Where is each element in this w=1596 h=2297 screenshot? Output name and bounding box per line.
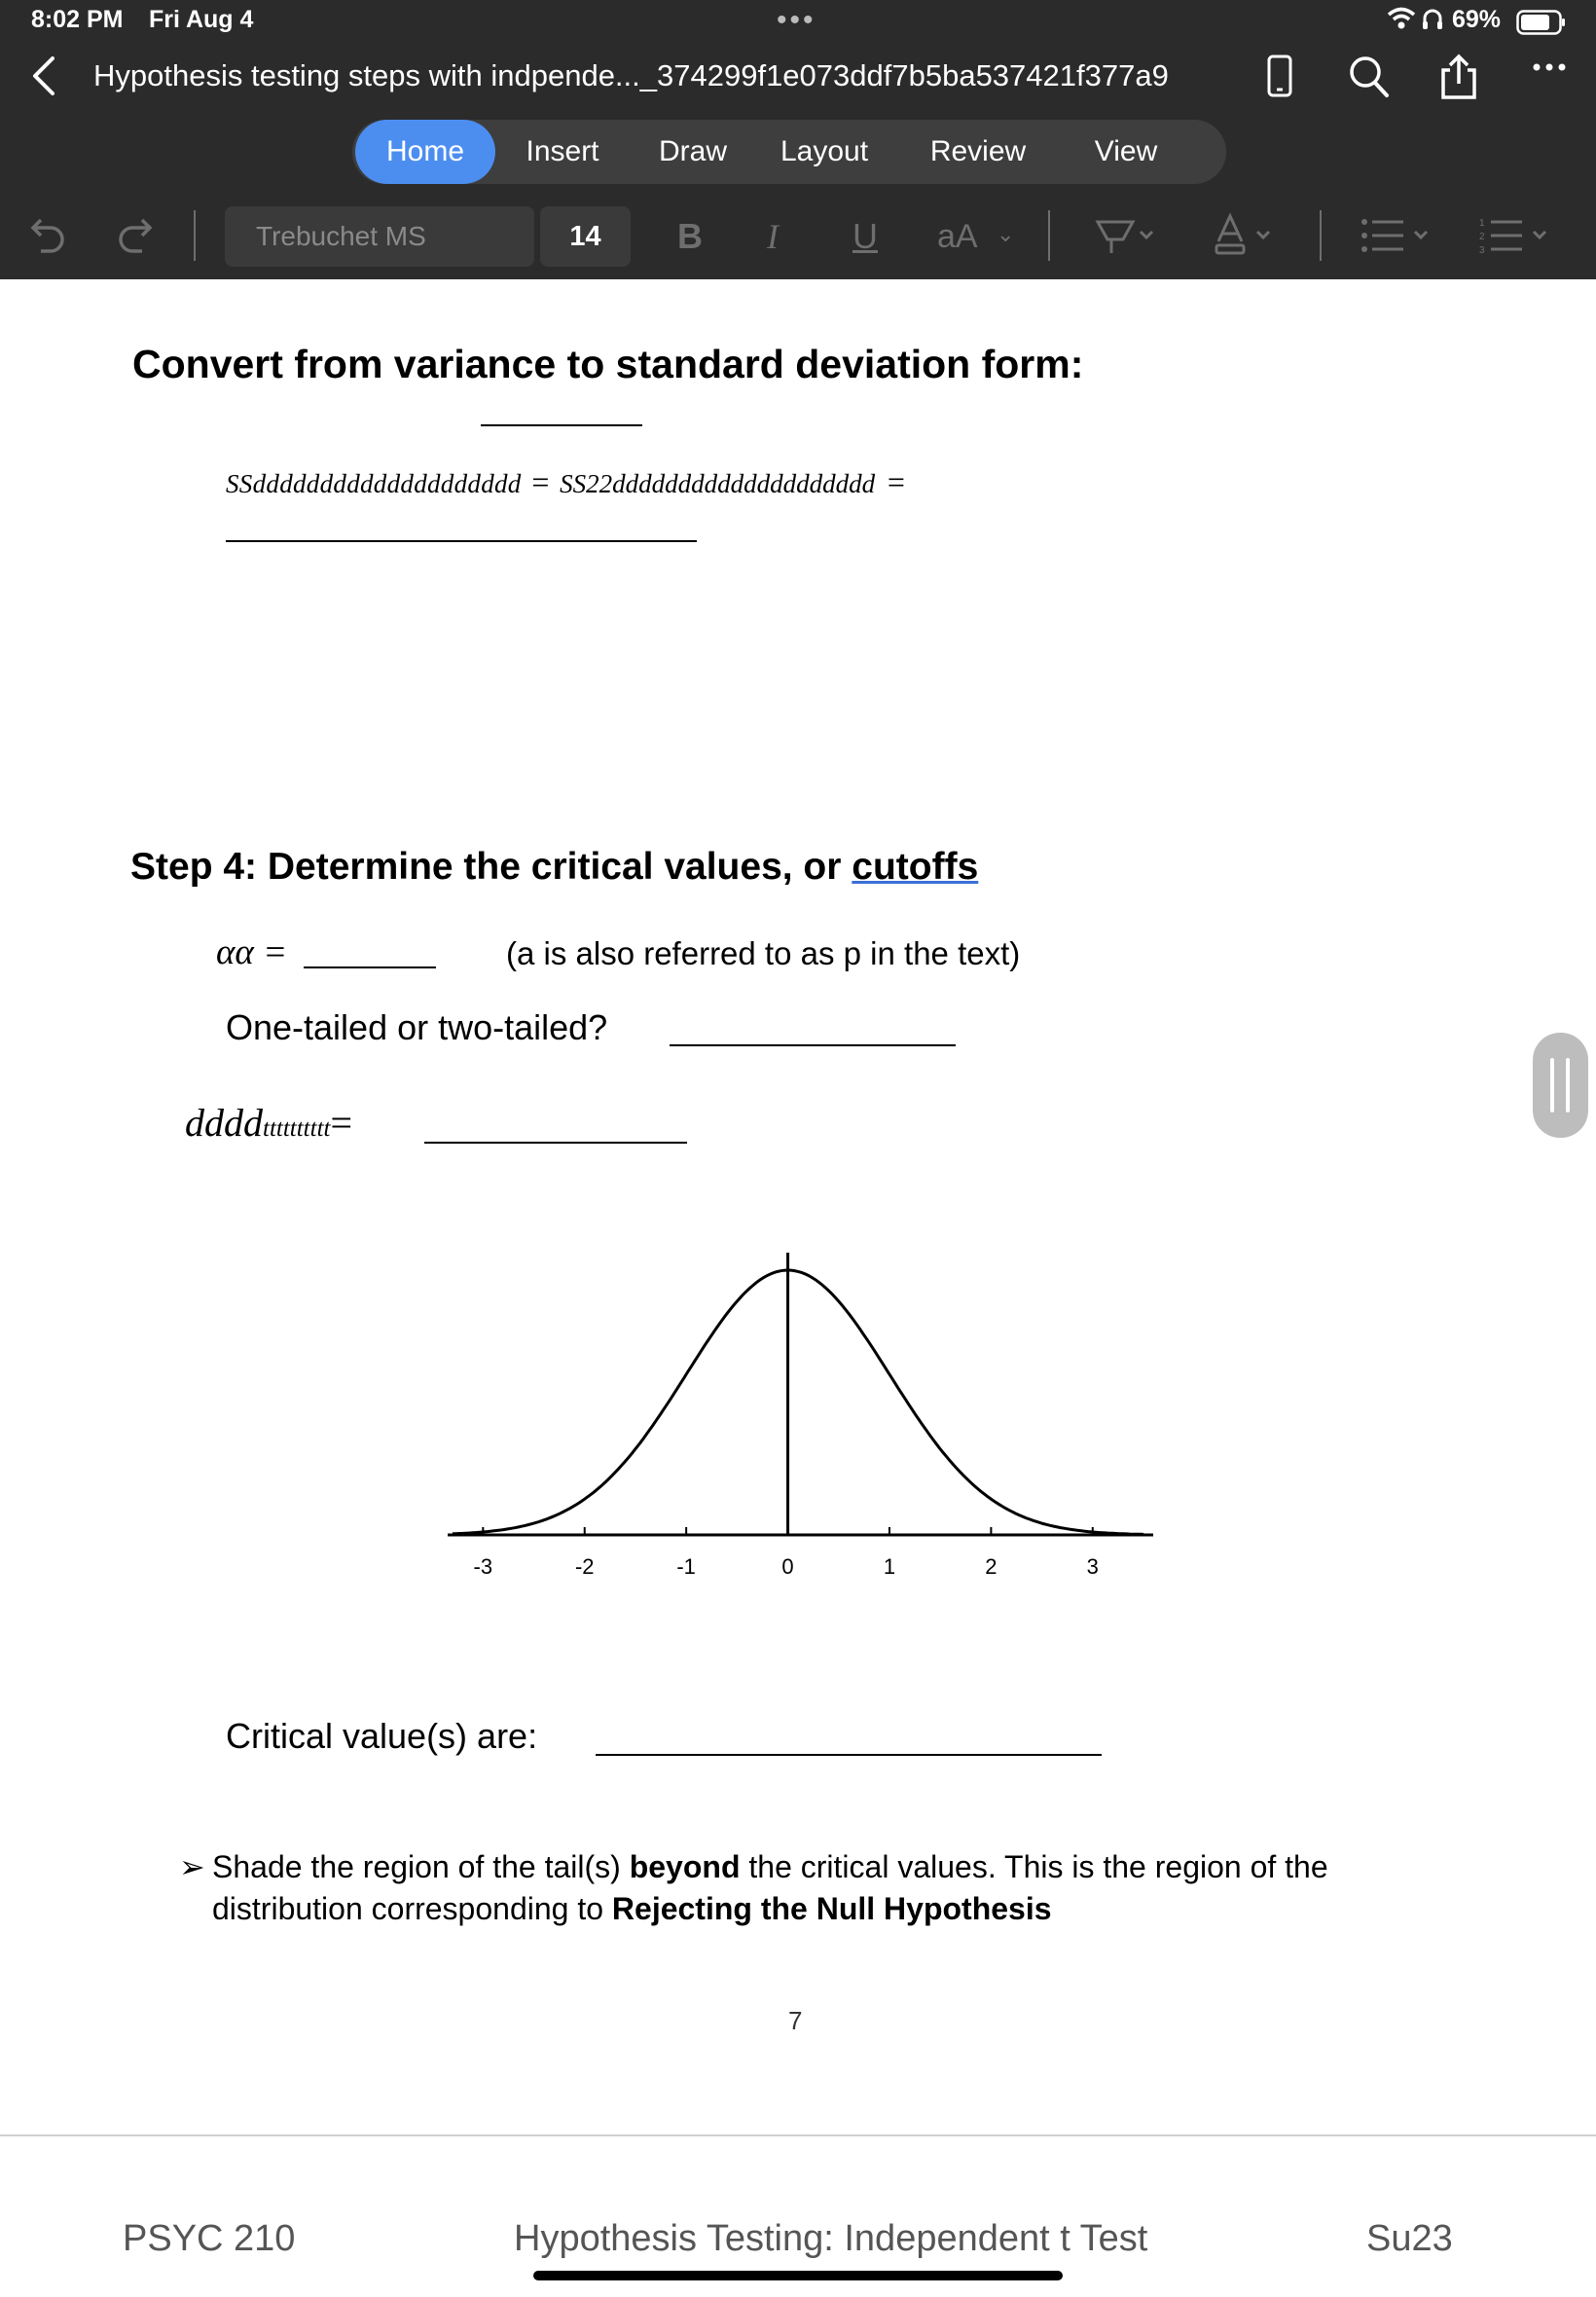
arrow-bullet-icon: ➢ (179, 1849, 205, 1884)
x-tick-label: 2 (985, 1554, 998, 1579)
df-label (185, 1100, 352, 1146)
formatting-toolbar (0, 204, 1596, 273)
x-tick-label: -3 (473, 1554, 493, 1579)
toolbar-divider (1320, 210, 1322, 261)
home-indicator[interactable] (533, 2271, 1063, 2280)
answer-line[interactable] (226, 540, 697, 542)
chevron-down-icon[interactable]: ⌄ (997, 222, 1015, 246)
df-blank[interactable] (424, 1142, 687, 1144)
status-date: Fri Aug 4 (149, 6, 254, 33)
redo-icon[interactable] (115, 212, 154, 264)
font-size-field[interactable]: 14 (540, 206, 631, 267)
app-chrome (0, 0, 1596, 279)
formula-equals: = (531, 464, 550, 499)
tab-insert[interactable]: Insert (526, 135, 599, 167)
more-options-icon[interactable] (1532, 60, 1567, 78)
density-curve (453, 1270, 1143, 1534)
normal-distribution-chart[interactable] (428, 1253, 1168, 1603)
tab-view[interactable]: View (1094, 135, 1158, 167)
critical-label: Critical value(s) are: (226, 1716, 538, 1756)
tab-draw[interactable]: Draw (658, 135, 727, 167)
toolbar-divider (194, 210, 196, 261)
font-color-icon[interactable] (1213, 212, 1275, 266)
battery-icon (1516, 10, 1567, 42)
tab-layout[interactable]: Layout (780, 135, 869, 167)
df-main: dddd (185, 1101, 263, 1145)
tails-question: One-tailed or two-tailed? (226, 1007, 608, 1047)
svg-text:1: 1 (1479, 218, 1485, 229)
tab-review[interactable]: Review (929, 135, 1027, 167)
df-subscript: tttttttttt (263, 1115, 331, 1142)
bold-button[interactable]: B (677, 216, 703, 256)
alpha-note: (a is also referred to as p in the text) (506, 935, 1021, 971)
step4-heading (130, 846, 978, 889)
step4-text: Step 4: Determine the critical values, or (130, 846, 852, 888)
status-time: 8:02 PM (31, 6, 124, 33)
title-bar (0, 47, 1596, 109)
device-view-icon[interactable] (1267, 53, 1292, 104)
x-tick-label: 0 (781, 1554, 794, 1579)
font-name-field[interactable]: Trebuchet MS (225, 206, 534, 267)
critical-blank[interactable] (596, 1754, 1102, 1756)
instruction-text-1: Shade the region of the tail(s) (212, 1849, 630, 1884)
ribbon-tabs (352, 120, 1226, 184)
alpha-blank[interactable] (304, 966, 436, 968)
tab-home[interactable]: Home (355, 120, 495, 184)
highlighter-icon[interactable] (1094, 214, 1156, 266)
search-icon[interactable] (1348, 53, 1391, 104)
x-tick-label: 1 (883, 1554, 896, 1579)
svg-text:2: 2 (1479, 232, 1485, 242)
x-tick-label: 3 (1086, 1554, 1099, 1579)
alpha-label: αα = (216, 932, 288, 972)
text-size-button[interactable]: aA (937, 218, 978, 255)
shade-instruction (179, 1846, 1444, 1930)
back-chevron-icon[interactable] (23, 53, 70, 99)
scroll-handle[interactable] (1533, 1033, 1588, 1138)
svg-text:3: 3 (1479, 245, 1485, 255)
page-number: 7 (788, 2006, 803, 2035)
convert-heading: Convert from variance to standard deviation form: (132, 342, 1084, 386)
wifi-icon (1387, 6, 1416, 38)
x-tick-label: -2 (574, 1554, 595, 1579)
bullet-list-icon[interactable] (1360, 216, 1434, 264)
headphones-icon (1422, 8, 1443, 38)
instruction-bold-reject: Rejecting the Null Hypothesis (611, 1891, 1052, 1926)
share-icon[interactable] (1438, 53, 1479, 106)
tails-blank[interactable] (670, 1044, 956, 1046)
variance-formula (226, 464, 905, 500)
document-page[interactable] (0, 279, 1596, 2297)
multitasking-dots-icon[interactable]: ••• (777, 4, 816, 36)
formula-end: = (887, 464, 905, 499)
toolbar-divider (1048, 210, 1050, 261)
x-tick-label: -1 (676, 1554, 696, 1579)
underline-button[interactable]: U (852, 216, 878, 256)
page-divider (0, 2134, 1596, 2136)
italic-button[interactable]: I (767, 217, 779, 256)
df-equals: = (330, 1101, 353, 1145)
formula-mid: SS22dddddddddddddddddddd (560, 469, 876, 498)
battery-percent: 69% (1452, 6, 1502, 33)
footer-term: Su23 (1366, 2218, 1453, 2259)
numbered-list-icon[interactable] (1479, 216, 1553, 264)
cutoffs-link[interactable]: cutoffs (852, 846, 979, 888)
footer-course: PSYC 210 (123, 2218, 296, 2259)
formula-left: SSdddddddddddddddddddd (226, 469, 522, 498)
undo-icon[interactable] (29, 212, 68, 264)
document-title[interactable]: Hypothesis testing steps with indpende..._374299f1e073ddf7b5ba537421f377a9 (93, 58, 1169, 92)
footer-title: Hypothesis Testing: Independent t Test (514, 2218, 1148, 2259)
instruction-bold-beyond: beyond (629, 1849, 741, 1884)
fraction-bar (481, 424, 642, 426)
instruction-text-2: the critical values. This is the region of the distribution corresponding to (212, 1849, 1328, 1926)
